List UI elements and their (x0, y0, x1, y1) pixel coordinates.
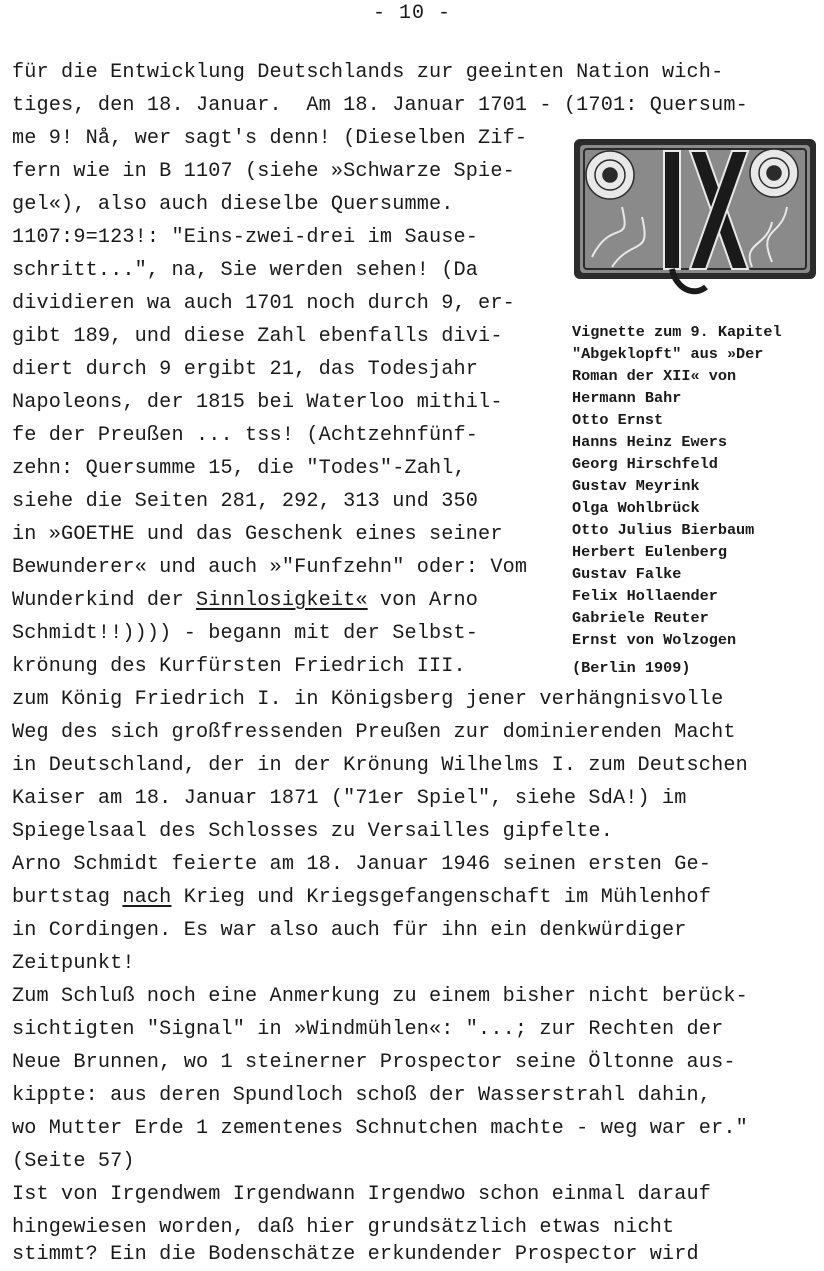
text-fragment: burtstag (12, 886, 123, 909)
caption-line: Otto Ernst (572, 411, 664, 429)
text-line: siehe die Seiten 281, 292, 313 und 350 (12, 490, 479, 513)
text-fragment: Krieg und Kriegsgefangenschaft im Mühlenhof (171, 886, 712, 909)
text-line: tiges, den 18. Januar. Am 18. Januar 1701 - (1701: Quersum- (12, 94, 748, 117)
text-fragment: von Arno (367, 589, 479, 612)
text-line: Weg des sich großfressenden Preußen zur dominierenden Macht (12, 721, 736, 744)
caption-line: Felix Hollaender (572, 587, 718, 605)
caption-line: Roman der XII« von (572, 367, 737, 385)
text-line: in Deutschland, der in der Krönung Wilhelms I. zum Deutschen (12, 754, 748, 777)
caption-line: "Abgeklopft" aus »Der (572, 345, 764, 363)
text-line: Bewunderer« und auch »"Funfzehn" oder: Vom (12, 556, 528, 579)
text-line: wo Mutter Erde 1 zementenes Schnutchen machte - weg war er." (12, 1117, 748, 1140)
text-line: Zeitpunkt! (12, 952, 135, 975)
underlined-word: Sinnlosigkeit« (195, 589, 368, 612)
text-line: sichtigten "Signal" in »Windmühlen«: "...; zur Rechten der (12, 1018, 724, 1041)
text-line: me 9! Nå, wer sagt's denn! (Dieselben Zif- (12, 127, 528, 150)
ornament-vignette-icon (572, 137, 818, 299)
text-line: krönung des Kurfürsten Friedrich III. (12, 655, 466, 678)
text-line: Ist von Irgendwem Irgendwann Irgendwo schon einmal darauf (12, 1183, 712, 1206)
text-line: fe der Preußen ... tss! (Achtzehnfünf- (12, 424, 479, 447)
caption-line: Otto Julius Bierbaum (572, 521, 755, 539)
text-line: (Seite 57) (12, 1150, 135, 1173)
caption-line: Herbert Eulenberg (572, 543, 727, 561)
text-line: dividieren wa auch 1701 noch durch 9, er- (12, 292, 515, 315)
text-line: gibt 189, und diese Zahl ebenfalls divi- (12, 325, 503, 348)
text-line: diert durch 9 ergibt 21, das Todesjahr (12, 358, 479, 381)
text-line: fern wie in B 1107 (siehe »Schwarze Spie- (12, 160, 515, 183)
text-line: Spiegelsaal des Schlosses zu Versailles gipfelte. (12, 820, 613, 843)
caption-line: Gustav Falke (572, 565, 682, 583)
page-number: - 10 - (372, 2, 451, 25)
caption-line: Georg Hirschfeld (572, 455, 718, 473)
caption-line: (Berlin 1909) (572, 659, 691, 677)
text-line: kippte: aus deren Spundloch schoß der Wasserstrahl dahin, (12, 1084, 712, 1107)
text-line: 1107:9=123!: "Eins-zwei-drei im Sause- (12, 226, 479, 249)
text-line: Napoleons, der 1815 bei Waterloo mithil- (12, 391, 503, 414)
text-line: stimmt? Ein die Bodenschätze erkundender Prospector wird (12, 1243, 699, 1266)
text-line: schritt...", na, Sie werden sehen! (Da (12, 259, 479, 282)
text-line: für die Entwicklung Deutschlands zur geeinten Nation wich- (12, 61, 724, 84)
text-line (12, 584, 478, 617)
text-line: Kaiser am 18. Januar 1871 ("71er Spiel", siehe SdA!) im (12, 787, 687, 810)
text-line: hingewiesen worden, daß hier grundsätzlich etwas nicht (12, 1216, 675, 1239)
text-line: zehn: Quersumme 15, die "Todes"-Zahl, (12, 457, 466, 480)
text-line: Schmidt!!)))) - begann mit der Selbst- (12, 622, 479, 645)
caption-line: Gustav Meyrink (572, 477, 700, 495)
text-line (12, 881, 711, 914)
text-line: Neue Brunnen, wo 1 steinerner Prospector seine Öltonne aus- (12, 1051, 736, 1074)
caption-line: Vignette zum 9. Kapitel (572, 323, 782, 341)
text-line: Arno Schmidt feierte am 18. Januar 1946 seinen ersten Ge- (12, 853, 712, 876)
caption-line: Ernst von Wolzogen (572, 631, 737, 649)
text-line: zum König Friedrich I. in Königsberg jener verhängnisvolle (12, 688, 724, 711)
caption-line: Olga Wohlbrück (572, 499, 700, 517)
text-line: gel«), also auch dieselbe Quersumme. (12, 193, 454, 216)
caption-line: Hanns Heinz Ewers (572, 433, 727, 451)
caption-line: Gabriele Reuter (572, 609, 709, 627)
text-line: Zum Schluß noch eine Anmerkung zu einem bisher nicht berück- (12, 985, 748, 1008)
caption-line: Hermann Bahr (572, 389, 682, 407)
text-line: in »GOETHE und das Geschenk eines seiner (12, 523, 503, 546)
text-fragment: Wunderkind der (12, 589, 196, 612)
text-line: in Cordingen. Es war also auch für ihn ein denkwürdiger (12, 919, 687, 942)
underlined-word: nach (122, 886, 172, 909)
